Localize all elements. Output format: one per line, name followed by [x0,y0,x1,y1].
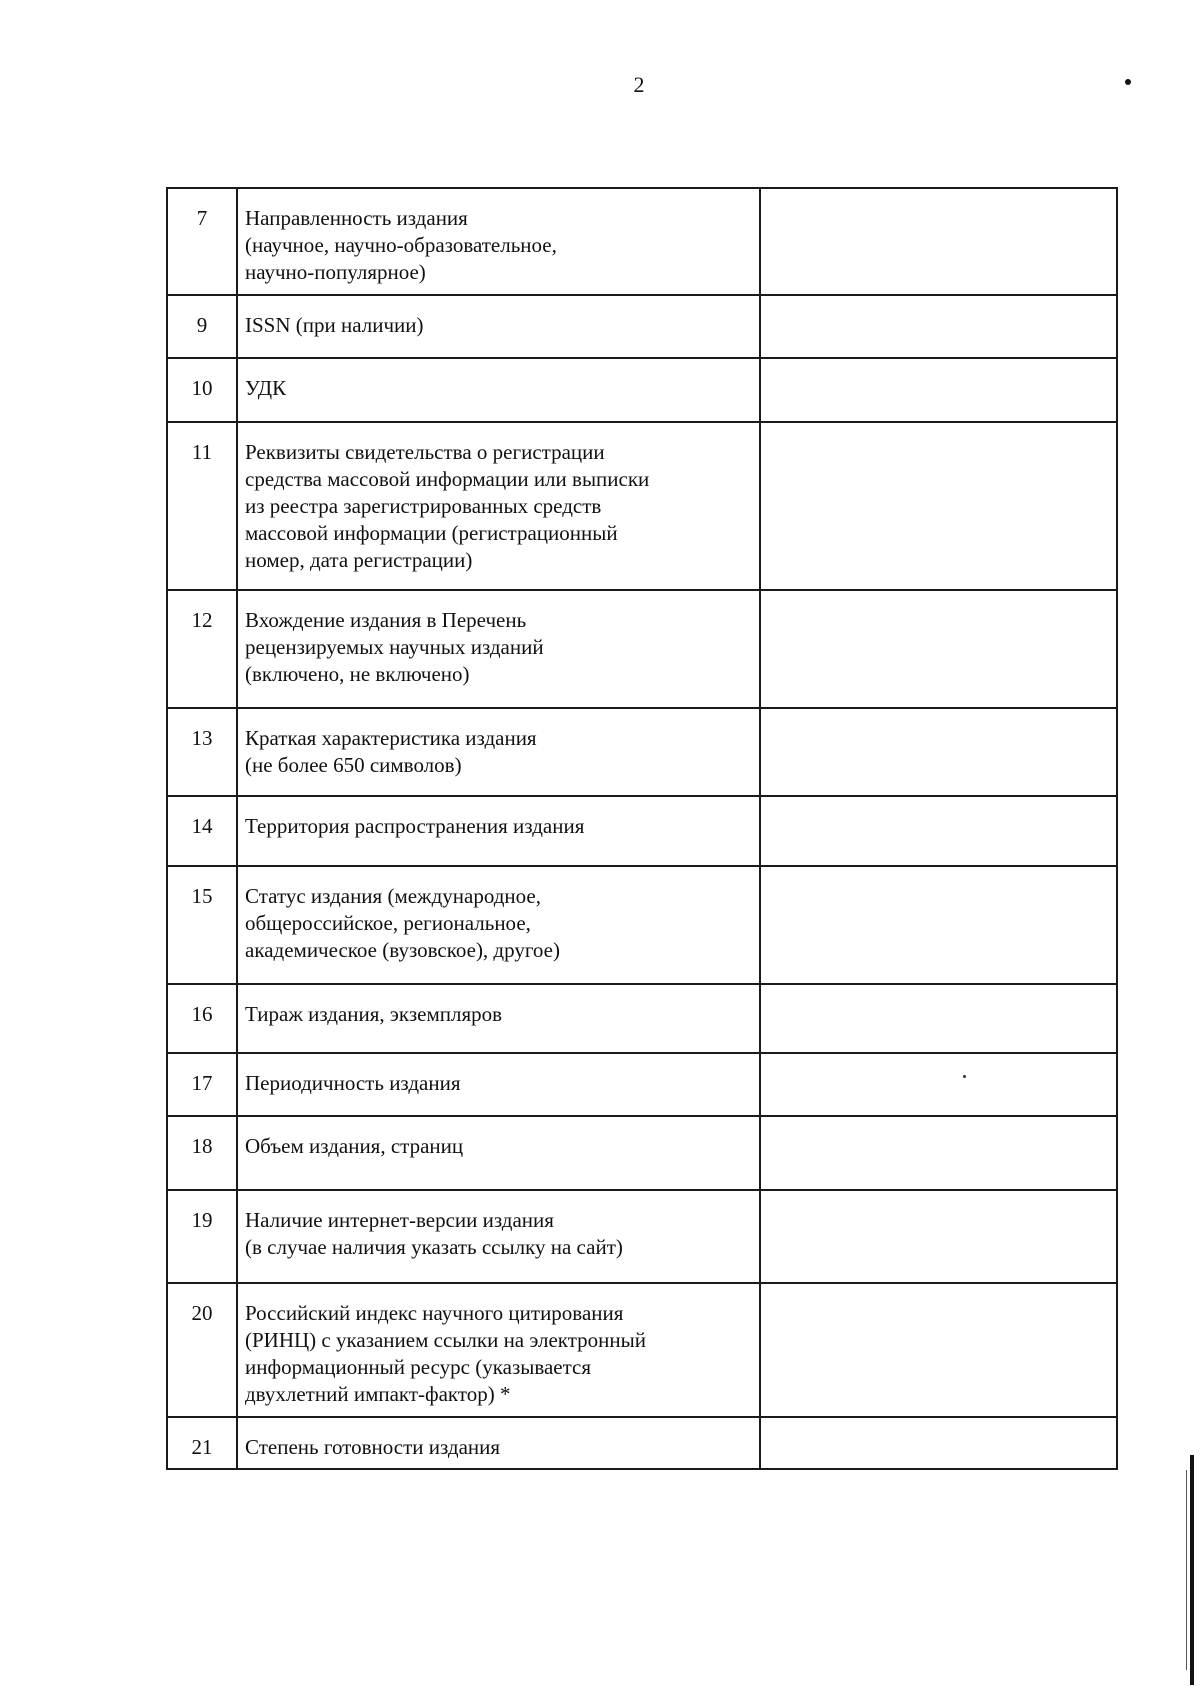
table-row [167,1190,1117,1283]
desc-line: Объем издания, страниц [245,1134,464,1158]
desc-line: Направленность издания [245,206,468,230]
row-description [237,1283,760,1417]
table-row [167,708,1117,796]
desc-line: Территория распространения издания [245,814,585,838]
desc-line: Реквизиты свидетельства о регистрации [245,440,605,464]
table-row [167,796,1117,866]
table-row [167,1053,1117,1116]
row-number: 21 [167,1417,237,1469]
desc-line: номер, дата регистрации) [245,548,473,572]
table-row [167,590,1117,708]
row-number: 7 [167,188,237,295]
desc-line: Наличие интернет-версии издания [245,1208,554,1232]
row-value-field[interactable] [760,358,1117,422]
desc-line: Тираж издания, экземпляров [245,1002,503,1026]
desc-line: академическое (вузовское), другое) [245,938,560,962]
table-row [167,295,1117,358]
row-number: 9 [167,295,237,358]
row-value-field[interactable] [760,866,1117,984]
row-description [237,358,760,422]
row-description [237,590,760,708]
row-description [237,796,760,866]
desc-line: (включено, не включено) [245,662,470,686]
desc-line: информационный ресурс (указывается [245,1355,592,1379]
row-description [237,984,760,1053]
row-number: 18 [167,1116,237,1190]
desc-line: (научное, научно-образовательное, [245,233,557,257]
row-number: 13 [167,708,237,796]
table-row [167,1283,1117,1417]
table-row [167,984,1117,1053]
row-value-field[interactable] [760,295,1117,358]
row-description [237,295,760,358]
desc-line: (в случае наличия указать ссылку на сайт) [245,1235,623,1259]
table-row [167,358,1117,422]
desc-line: Вхождение издания в Перечень [245,608,527,632]
table-row [167,188,1117,295]
desc-line: Степень готовности издания [245,1435,501,1459]
row-description [237,422,760,590]
desc-line: (РИНЦ) с указанием ссылки на электронный [245,1328,646,1352]
table-row [167,1417,1117,1469]
scan-edge-line [1190,1455,1194,1685]
table-row [167,866,1117,984]
desc-line: Периодичность издания [245,1071,461,1095]
row-value-field[interactable] [760,708,1117,796]
row-value-field[interactable] [760,1283,1117,1417]
desc-line: (не более 650 символов) [245,753,462,777]
page-number: 2 [633,72,645,97]
desc-line: рецензируемых научных изданий [245,635,544,659]
desc-line: общероссийское, региональное, [245,911,531,935]
row-number: 16 [167,984,237,1053]
publication-info-table [166,187,1118,1470]
row-number: 12 [167,590,237,708]
scan-edge-line-thin [1186,1470,1187,1670]
row-number: 17 [167,1053,237,1116]
row-value-field[interactable] [760,188,1117,295]
desc-line: научно-популярное) [245,260,426,284]
table-row [167,1116,1117,1190]
row-value-field[interactable] [760,1116,1117,1190]
desc-line: массовой информации (регистрационный [245,521,618,545]
row-description [237,1190,760,1283]
desc-line: двухлетний импакт-фактор) * [245,1382,511,1406]
row-value-field[interactable] [760,590,1117,708]
row-number: 20 [167,1283,237,1417]
row-value-field[interactable] [760,1417,1117,1469]
row-number: 19 [167,1190,237,1283]
scan-speck [1125,79,1131,85]
row-value-field[interactable] [760,1190,1117,1283]
desc-line: средства массовой информации или выписки [245,467,650,491]
table-row [167,422,1117,590]
row-number: 15 [167,866,237,984]
row-description [237,1417,760,1469]
desc-line: из реестра зарегистрированных средств [245,494,602,518]
row-value-field[interactable] [760,1053,1117,1116]
row-number: 14 [167,796,237,866]
desc-line: ISSN (при наличии) [245,313,424,337]
desc-line: Краткая характеристика издания [245,726,537,750]
row-value-field[interactable] [760,422,1117,590]
row-description [237,866,760,984]
row-description [237,1053,760,1116]
desc-line: Статус издания (международное, [245,884,541,908]
row-number: 10 [167,358,237,422]
row-description [237,188,760,295]
row-value-field[interactable] [760,796,1117,866]
desc-line: Российский индекс научного цитирования [245,1301,624,1325]
row-number: 11 [167,422,237,590]
row-description [237,708,760,796]
row-description [237,1116,760,1190]
desc-line: УДК [245,376,287,400]
row-value-field[interactable] [760,984,1117,1053]
